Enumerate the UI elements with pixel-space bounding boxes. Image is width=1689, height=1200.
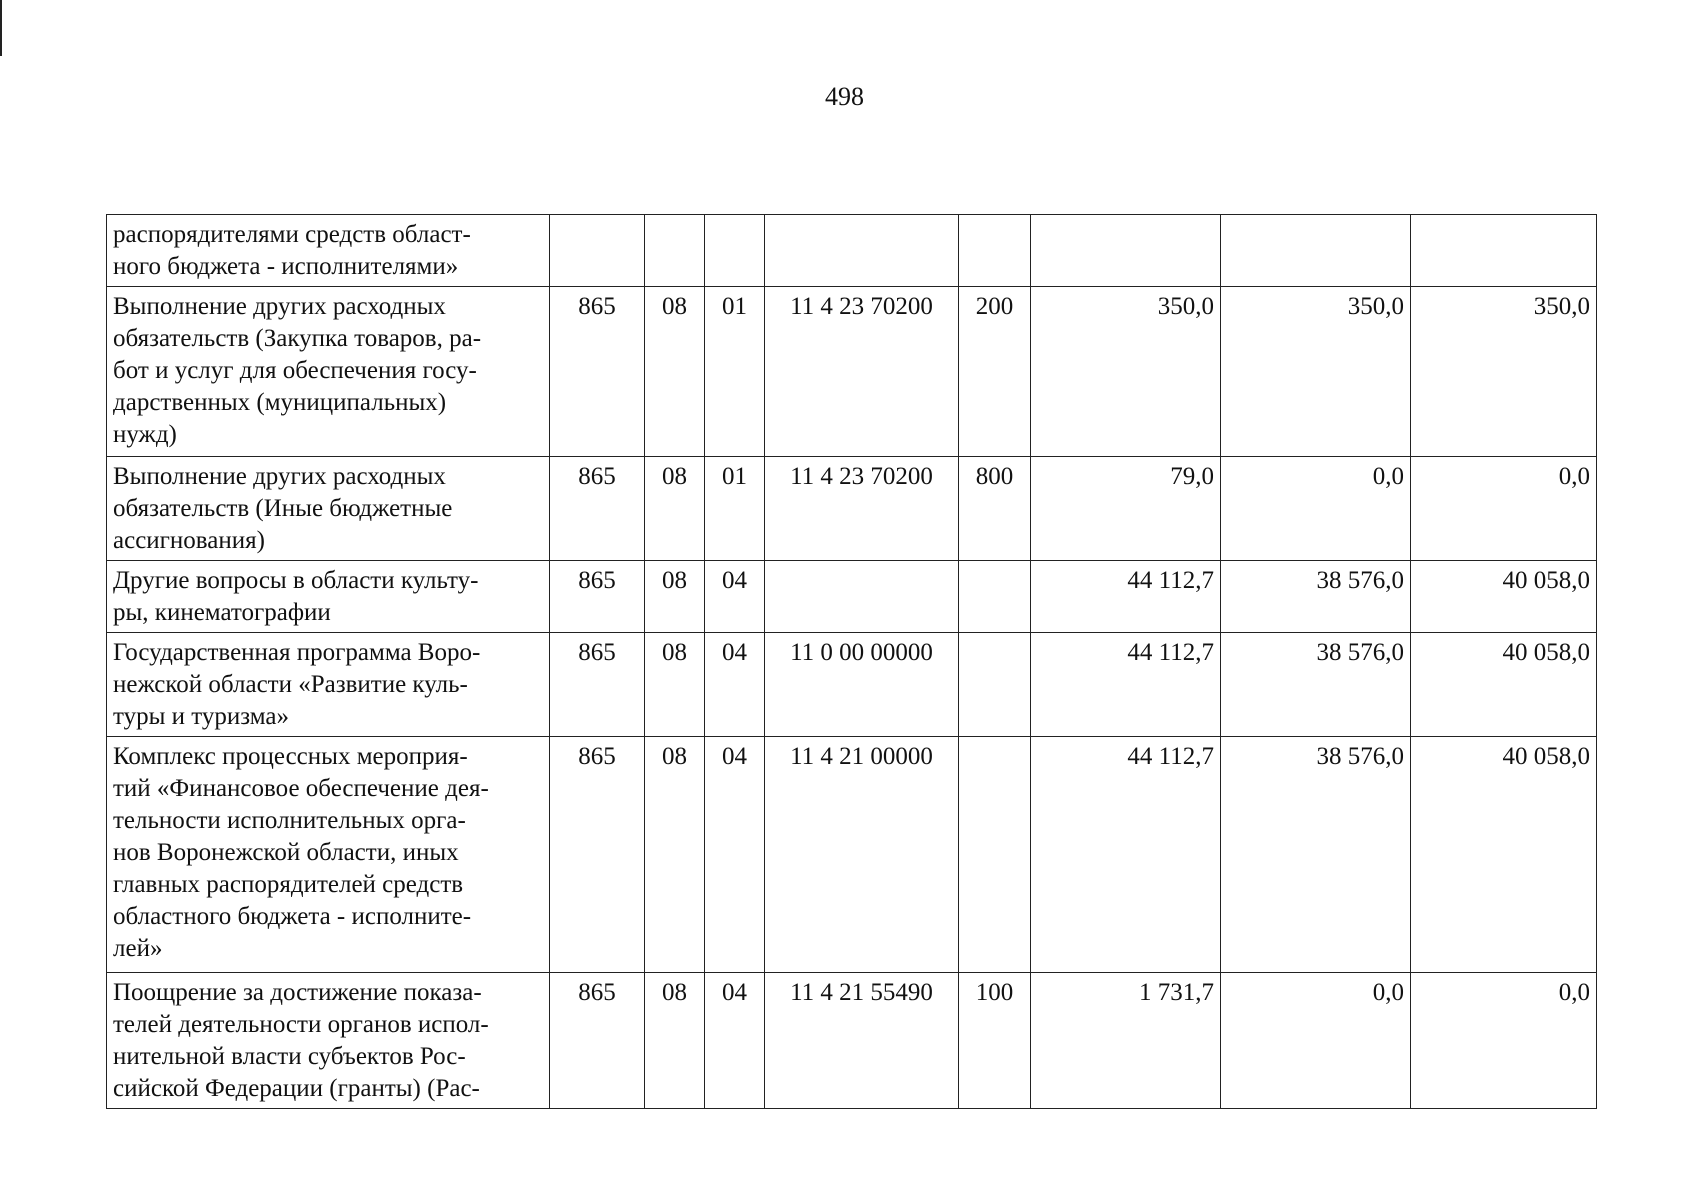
- amount-year-3: 350,0: [1411, 287, 1597, 457]
- subsection-code: [705, 215, 765, 287]
- target-article-code: 11 4 23 70200: [765, 457, 959, 561]
- amount-year-2: [1221, 215, 1411, 287]
- expense-type-code: [959, 215, 1031, 287]
- expense-type-code: 200: [959, 287, 1031, 457]
- amount-year-2: 350,0: [1221, 287, 1411, 457]
- amount-year-3: 0,0: [1411, 457, 1597, 561]
- page-number: 498: [825, 82, 864, 111]
- subsection-code: 01: [705, 287, 765, 457]
- grbs-code: 865: [550, 287, 645, 457]
- amount-year-1: 44 112,7: [1031, 633, 1221, 737]
- section-code: 08: [645, 457, 705, 561]
- row-description: Выполнение других расходных обязательств (Закупка товаров, ра- бот и услуг для обеспечения госу- дарственных (муниципальных) нужд): [107, 287, 550, 457]
- subsection-code: 04: [705, 737, 765, 973]
- amount-year-1: 1 731,7: [1031, 973, 1221, 1109]
- expense-type-code: 800: [959, 457, 1031, 561]
- amount-year-1: 350,0: [1031, 287, 1221, 457]
- amount-year-1: 44 112,7: [1031, 737, 1221, 973]
- amount-year-3: 0,0: [1411, 973, 1597, 1109]
- table-row: [107, 973, 1597, 1109]
- table-row: [107, 287, 1597, 457]
- amount-year-2: 38 576,0: [1221, 561, 1411, 633]
- row-description: Государственная программа Воро- нежской области «Развитие куль- туры и туризма»: [107, 633, 550, 737]
- amount-year-2: 0,0: [1221, 973, 1411, 1109]
- row-description: Комплекс процессных мероприя- тий «Финансовое обеспечение дея- тельности исполнительных орга- нов Воронежской области, иных главных распорядителей средств областного бюджета - исполните- лей»: [107, 737, 550, 973]
- table-row: [107, 737, 1597, 973]
- table-row: [107, 457, 1597, 561]
- table-row: [107, 561, 1597, 633]
- section-code: 08: [645, 287, 705, 457]
- subsection-code: 04: [705, 561, 765, 633]
- section-code: 08: [645, 737, 705, 973]
- subsection-code: 01: [705, 457, 765, 561]
- budget-table: [106, 214, 1597, 1109]
- subsection-code: 04: [705, 633, 765, 737]
- target-article-code: 11 4 21 00000: [765, 737, 959, 973]
- amount-year-3: 40 058,0: [1411, 633, 1597, 737]
- amount-year-3: [1411, 215, 1597, 287]
- subsection-code: 04: [705, 973, 765, 1109]
- section-code: 08: [645, 561, 705, 633]
- grbs-code: [550, 215, 645, 287]
- scan-edge-mark: [0, 0, 2, 56]
- table-row: [107, 215, 1597, 287]
- amount-year-1: 79,0: [1031, 457, 1221, 561]
- expense-type-code: [959, 633, 1031, 737]
- amount-year-2: 0,0: [1221, 457, 1411, 561]
- expense-type-code: 100: [959, 973, 1031, 1109]
- amount-year-1: 44 112,7: [1031, 561, 1221, 633]
- expense-type-code: [959, 561, 1031, 633]
- section-code: [645, 215, 705, 287]
- section-code: 08: [645, 973, 705, 1109]
- grbs-code: 865: [550, 457, 645, 561]
- section-code: 08: [645, 633, 705, 737]
- grbs-code: 865: [550, 973, 645, 1109]
- target-article-code: [765, 215, 959, 287]
- grbs-code: 865: [550, 737, 645, 973]
- amount-year-1: [1031, 215, 1221, 287]
- grbs-code: 865: [550, 633, 645, 737]
- table-row: [107, 633, 1597, 737]
- row-description: Другие вопросы в области культу- ры, кинематографии: [107, 561, 550, 633]
- target-article-code: 11 4 21 55490: [765, 973, 959, 1109]
- amount-year-3: 40 058,0: [1411, 737, 1597, 973]
- row-description: Выполнение других расходных обязательств (Иные бюджетные ассигнования): [107, 457, 550, 561]
- amount-year-3: 40 058,0: [1411, 561, 1597, 633]
- grbs-code: 865: [550, 561, 645, 633]
- amount-year-2: 38 576,0: [1221, 633, 1411, 737]
- target-article-code: [765, 561, 959, 633]
- target-article-code: 11 4 23 70200: [765, 287, 959, 457]
- row-description: распорядителями средств област- ного бюджета - исполнителями»: [107, 215, 550, 287]
- row-description: Поощрение за достижение показа- телей деятельности органов испол- нительной власти субъектов Рос- сийской Федерации (гранты) (Рас-: [107, 973, 550, 1109]
- target-article-code: 11 0 00 00000: [765, 633, 959, 737]
- expense-type-code: [959, 737, 1031, 973]
- amount-year-2: 38 576,0: [1221, 737, 1411, 973]
